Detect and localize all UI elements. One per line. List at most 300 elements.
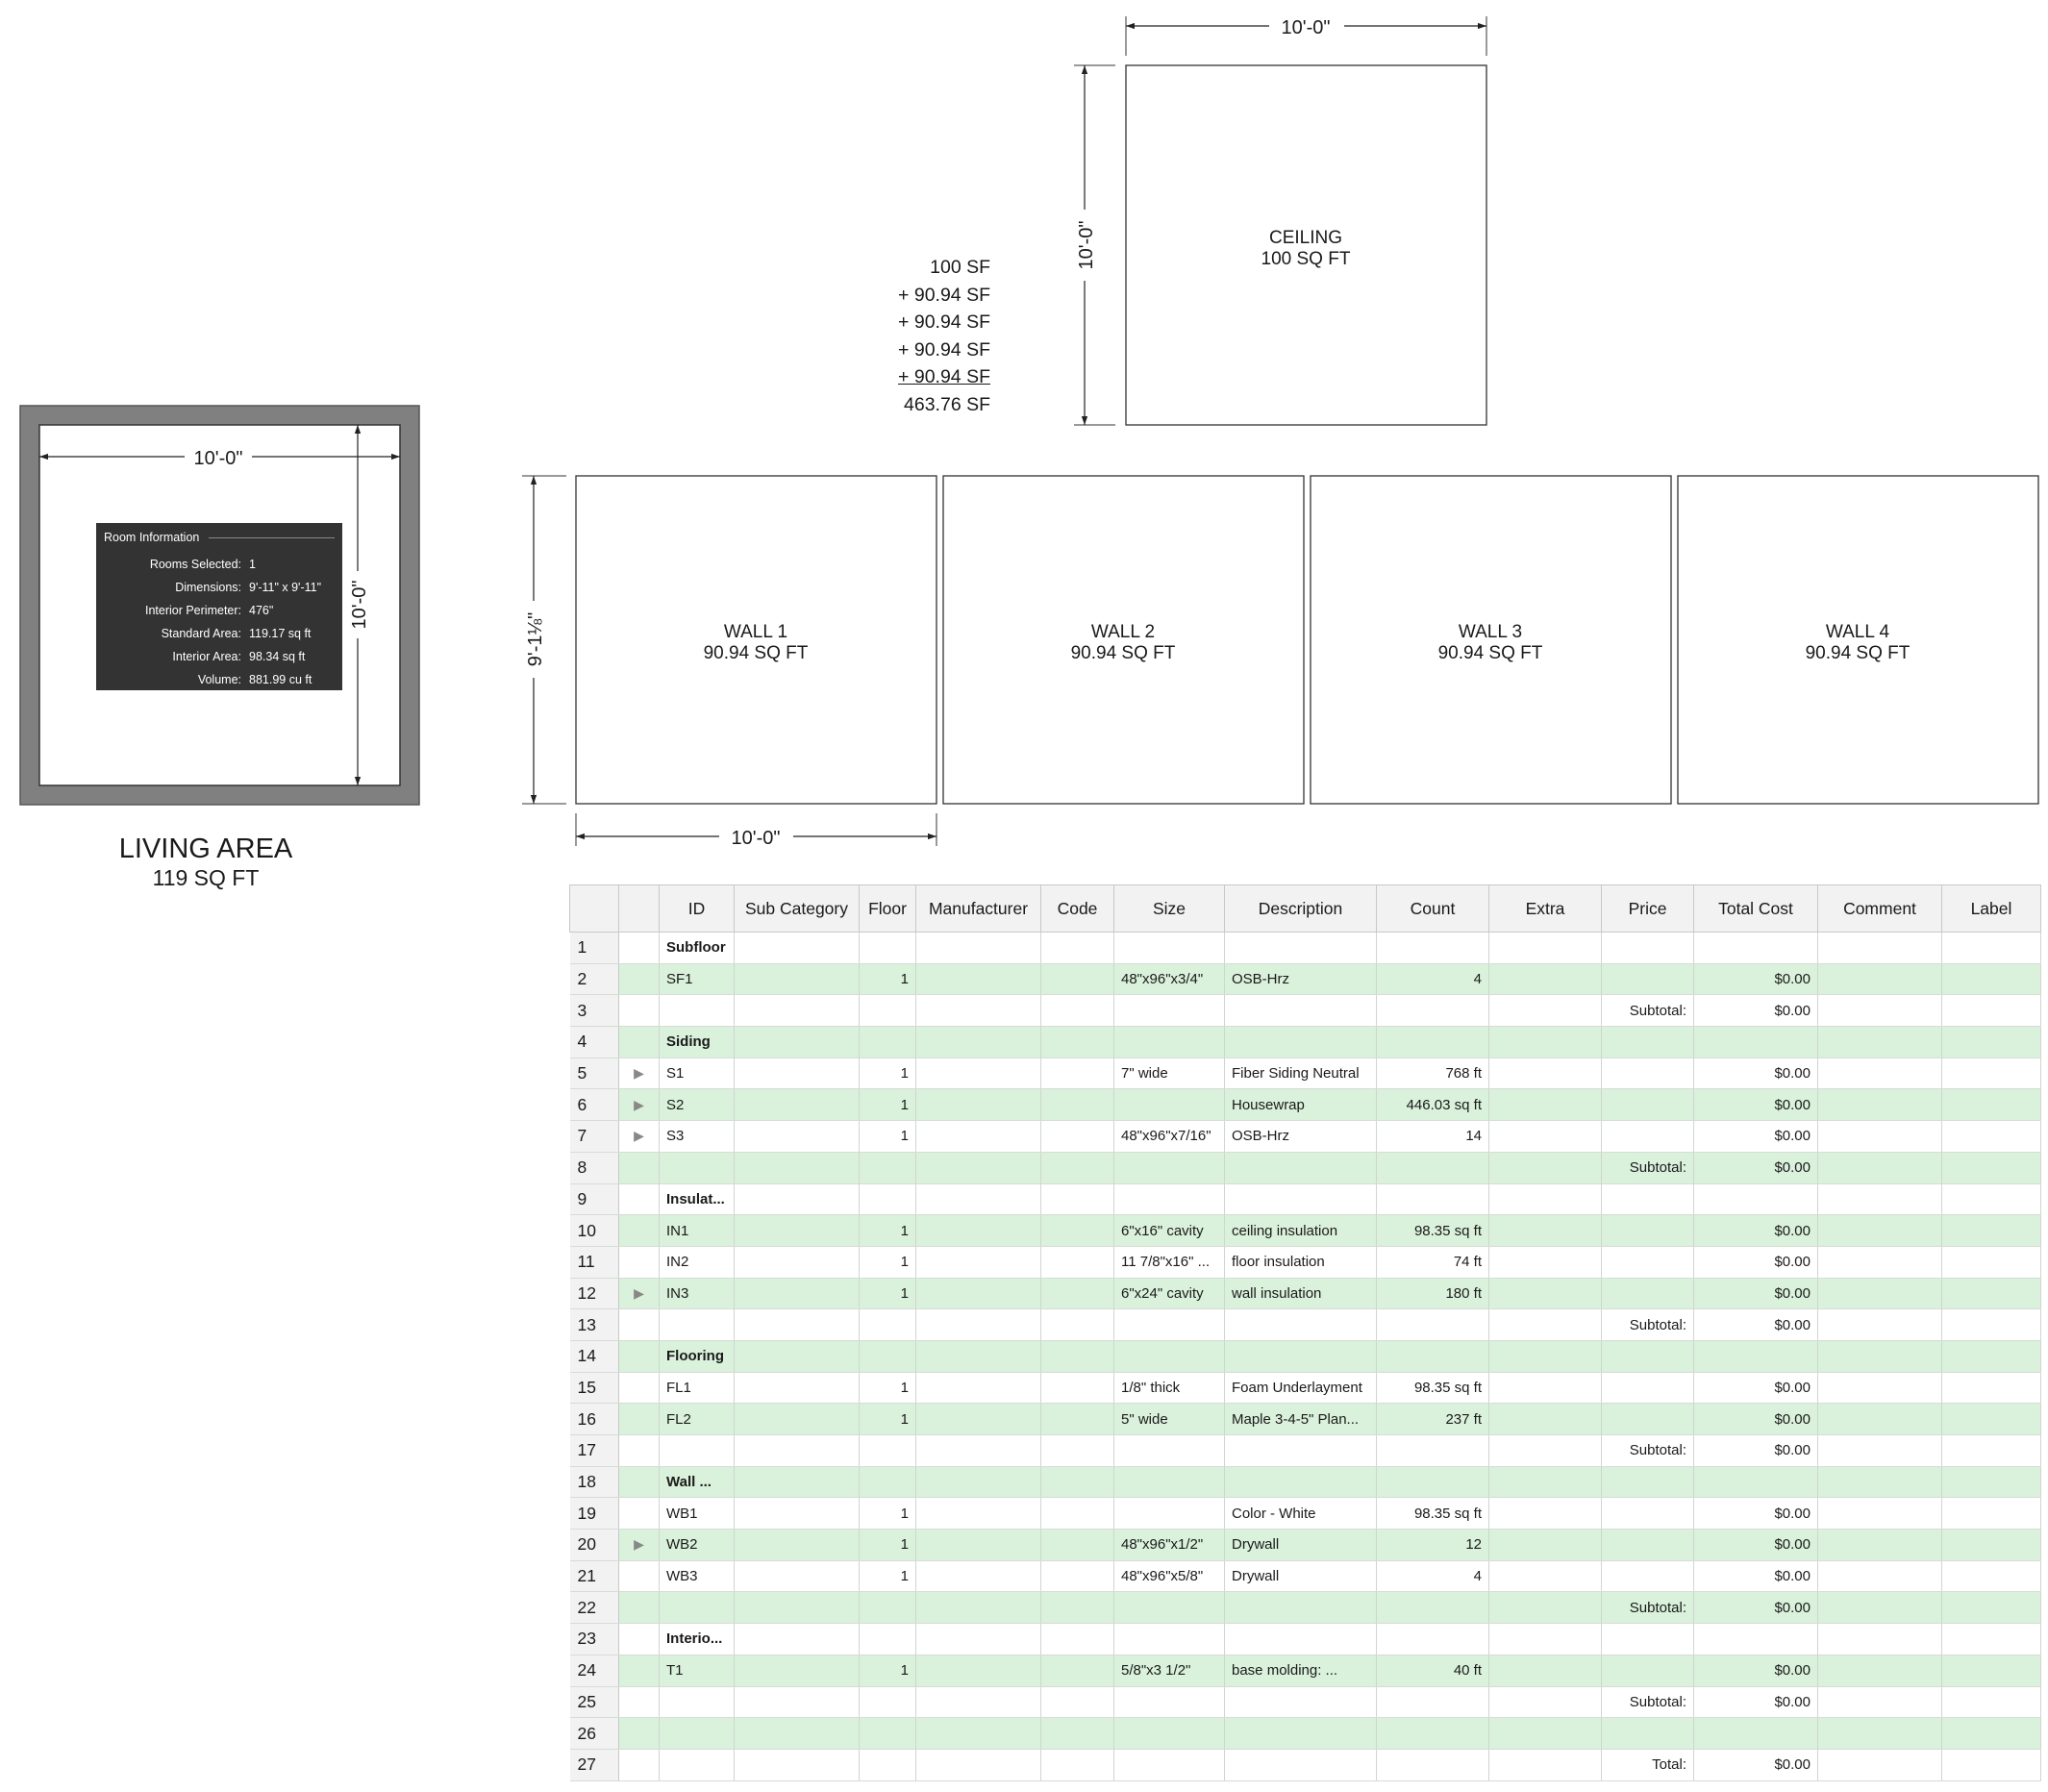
sub-category-cell[interactable] (735, 1592, 860, 1624)
table-row[interactable] (570, 1058, 2041, 1089)
size-cell[interactable]: 6"x16" cavity (1114, 1215, 1225, 1247)
table-row[interactable] (570, 1372, 2041, 1404)
size-cell[interactable] (1114, 1183, 1225, 1215)
comment-cell[interactable] (1818, 1686, 1942, 1718)
manufacturer-cell[interactable] (916, 1624, 1041, 1655)
total-cost-cell[interactable]: $0.00 (1694, 1089, 1818, 1121)
row-number[interactable]: 25 (570, 1686, 619, 1718)
label-cell[interactable] (1942, 995, 2041, 1027)
comment-cell[interactable] (1818, 1121, 1942, 1153)
price-cell[interactable] (1602, 1278, 1694, 1309)
count-cell[interactable] (1377, 1309, 1489, 1341)
table-row[interactable] (570, 1435, 2041, 1467)
size-cell[interactable] (1114, 1466, 1225, 1498)
table-row[interactable] (570, 1686, 2041, 1718)
expand-triangle-icon[interactable]: ▶ (619, 1278, 660, 1309)
count-cell[interactable]: 180 ft (1377, 1278, 1489, 1309)
table-row[interactable] (570, 1560, 2041, 1592)
manufacturer-cell[interactable] (916, 995, 1041, 1027)
comment-cell[interactable] (1818, 1560, 1942, 1592)
sub-category-cell[interactable] (735, 1309, 860, 1341)
sub-category-cell[interactable] (735, 1749, 860, 1780)
size-cell[interactable] (1114, 933, 1225, 964)
size-cell[interactable] (1114, 1089, 1225, 1121)
price-cell[interactable]: Total: (1602, 1749, 1694, 1780)
total-cost-cell[interactable]: $0.00 (1694, 1121, 1818, 1153)
label-cell[interactable] (1942, 933, 2041, 964)
count-cell[interactable] (1377, 1152, 1489, 1183)
row-number[interactable]: 27 (570, 1749, 619, 1780)
count-cell[interactable] (1377, 933, 1489, 964)
size-cell[interactable]: 48"x96"x5/8" (1114, 1560, 1225, 1592)
size-cell[interactable]: 1/8" thick (1114, 1372, 1225, 1404)
comment-cell[interactable] (1818, 1089, 1942, 1121)
sub-category-cell[interactable] (735, 1560, 860, 1592)
floor-cell[interactable]: 1 (860, 1530, 916, 1561)
table-row[interactable] (570, 1152, 2041, 1183)
price-cell[interactable]: Subtotal: (1602, 1435, 1694, 1467)
count-cell[interactable] (1377, 1686, 1489, 1718)
expand-triangle-icon[interactable]: ▶ (619, 1089, 660, 1121)
row-number[interactable]: 18 (570, 1466, 619, 1498)
total-cost-cell[interactable]: $0.00 (1694, 1058, 1818, 1089)
count-cell[interactable]: 98.35 sq ft (1377, 1372, 1489, 1404)
table-row[interactable] (570, 1718, 2041, 1750)
ceiling-panel[interactable] (1126, 65, 1486, 425)
total-cost-cell[interactable]: $0.00 (1694, 1686, 1818, 1718)
id-cell[interactable]: FL2 (660, 1404, 735, 1435)
code-cell[interactable] (1041, 1121, 1114, 1153)
price-cell[interactable] (1602, 1655, 1694, 1686)
price-cell[interactable]: Subtotal: (1602, 995, 1694, 1027)
column-header-count[interactable]: Count (1377, 885, 1489, 933)
label-cell[interactable] (1942, 1058, 2041, 1089)
description-cell[interactable] (1225, 933, 1377, 964)
count-cell[interactable]: 98.35 sq ft (1377, 1498, 1489, 1530)
count-cell[interactable]: 237 ft (1377, 1404, 1489, 1435)
extra-cell[interactable] (1489, 1686, 1602, 1718)
sub-category-cell[interactable] (735, 1530, 860, 1561)
price-cell[interactable]: Subtotal: (1602, 1309, 1694, 1341)
size-cell[interactable] (1114, 1309, 1225, 1341)
sub-category-cell[interactable] (735, 1215, 860, 1247)
extra-cell[interactable] (1489, 1278, 1602, 1309)
column-header-price[interactable]: Price (1602, 885, 1694, 933)
sub-category-cell[interactable] (735, 995, 860, 1027)
column-header-total-cost[interactable]: Total Cost (1694, 885, 1818, 933)
table-row[interactable] (570, 933, 2041, 964)
total-cost-cell[interactable]: $0.00 (1694, 1372, 1818, 1404)
floor-cell[interactable]: 1 (860, 1215, 916, 1247)
description-cell[interactable] (1225, 1624, 1377, 1655)
wall-4-panel[interactable] (1678, 476, 2038, 804)
description-cell[interactable] (1225, 995, 1377, 1027)
code-cell[interactable] (1041, 1246, 1114, 1278)
code-cell[interactable] (1041, 1686, 1114, 1718)
total-cost-cell[interactable]: $0.00 (1694, 1592, 1818, 1624)
id-cell[interactable]: IN2 (660, 1246, 735, 1278)
label-cell[interactable] (1942, 1530, 2041, 1561)
floor-cell[interactable]: 1 (860, 1121, 916, 1153)
id-cell[interactable] (660, 1592, 735, 1624)
comment-cell[interactable] (1818, 1718, 1942, 1750)
description-cell[interactable]: OSB-Hrz (1225, 963, 1377, 995)
label-cell[interactable] (1942, 1152, 2041, 1183)
price-cell[interactable]: Subtotal: (1602, 1592, 1694, 1624)
extra-cell[interactable] (1489, 1309, 1602, 1341)
description-cell[interactable] (1225, 1466, 1377, 1498)
manufacturer-cell[interactable] (916, 1309, 1041, 1341)
floor-cell[interactable]: 1 (860, 1498, 916, 1530)
code-cell[interactable] (1041, 963, 1114, 995)
code-cell[interactable] (1041, 1027, 1114, 1058)
count-cell[interactable] (1377, 1718, 1489, 1750)
total-cost-cell[interactable]: $0.00 (1694, 1404, 1818, 1435)
count-cell[interactable] (1377, 1435, 1489, 1467)
description-cell[interactable] (1225, 1435, 1377, 1467)
extra-cell[interactable] (1489, 1498, 1602, 1530)
manufacturer-cell[interactable] (916, 1718, 1041, 1750)
price-cell[interactable] (1602, 1340, 1694, 1372)
count-cell[interactable] (1377, 1592, 1489, 1624)
price-cell[interactable] (1602, 1624, 1694, 1655)
wall-1-panel[interactable] (576, 476, 937, 804)
label-cell[interactable] (1942, 1309, 2041, 1341)
sub-category-cell[interactable] (735, 1404, 860, 1435)
id-cell[interactable] (660, 995, 735, 1027)
comment-cell[interactable] (1818, 1246, 1942, 1278)
size-cell[interactable]: 48"x96"x1/2" (1114, 1530, 1225, 1561)
comment-cell[interactable] (1818, 963, 1942, 995)
total-cost-cell[interactable] (1694, 1183, 1818, 1215)
description-cell[interactable]: Maple 3-4-5" Plan... (1225, 1404, 1377, 1435)
extra-cell[interactable] (1489, 1058, 1602, 1089)
size-cell[interactable]: 5" wide (1114, 1404, 1225, 1435)
floor-cell[interactable] (860, 1749, 916, 1780)
row-number[interactable]: 9 (570, 1183, 619, 1215)
comment-cell[interactable] (1818, 1498, 1942, 1530)
column-header-id[interactable]: ID (660, 885, 735, 933)
manufacturer-cell[interactable] (916, 1278, 1041, 1309)
row-number[interactable]: 22 (570, 1592, 619, 1624)
id-cell[interactable]: Wall ... (660, 1466, 735, 1498)
comment-cell[interactable] (1818, 1309, 1942, 1341)
code-cell[interactable] (1041, 1309, 1114, 1341)
comment-cell[interactable] (1818, 1215, 1942, 1247)
wall-2-panel[interactable] (943, 476, 1304, 804)
extra-cell[interactable] (1489, 1215, 1602, 1247)
row-number[interactable]: 13 (570, 1309, 619, 1341)
code-cell[interactable] (1041, 933, 1114, 964)
label-cell[interactable] (1942, 1466, 2041, 1498)
count-cell[interactable] (1377, 1027, 1489, 1058)
count-cell[interactable]: 768 ft (1377, 1058, 1489, 1089)
manufacturer-cell[interactable] (916, 1530, 1041, 1561)
id-cell[interactable]: FL1 (660, 1372, 735, 1404)
column-header-description[interactable]: Description (1225, 885, 1377, 933)
description-cell[interactable]: Drywall (1225, 1560, 1377, 1592)
manufacturer-cell[interactable] (916, 1340, 1041, 1372)
price-cell[interactable] (1602, 1246, 1694, 1278)
floor-cell[interactable]: 1 (860, 1560, 916, 1592)
materials-table[interactable] (569, 884, 2041, 1781)
manufacturer-cell[interactable] (916, 1152, 1041, 1183)
extra-cell[interactable] (1489, 1372, 1602, 1404)
row-number[interactable]: 1 (570, 933, 619, 964)
total-cost-cell[interactable]: $0.00 (1694, 1435, 1818, 1467)
id-cell[interactable]: S3 (660, 1121, 735, 1153)
code-cell[interactable] (1041, 1466, 1114, 1498)
label-cell[interactable] (1942, 1183, 2041, 1215)
comment-cell[interactable] (1818, 1152, 1942, 1183)
sub-category-cell[interactable] (735, 1121, 860, 1153)
row-number[interactable]: 5 (570, 1058, 619, 1089)
column-header-comment[interactable]: Comment (1818, 885, 1942, 933)
floor-cell[interactable] (860, 1686, 916, 1718)
code-cell[interactable] (1041, 1624, 1114, 1655)
table-row[interactable] (570, 1246, 2041, 1278)
manufacturer-cell[interactable] (916, 1121, 1041, 1153)
comment-cell[interactable] (1818, 933, 1942, 964)
table-row[interactable] (570, 1749, 2041, 1780)
row-number[interactable]: 26 (570, 1718, 619, 1750)
table-row[interactable] (570, 963, 2041, 995)
size-cell[interactable] (1114, 1498, 1225, 1530)
extra-cell[interactable] (1489, 1560, 1602, 1592)
comment-cell[interactable] (1818, 1655, 1942, 1686)
sub-category-cell[interactable] (735, 1498, 860, 1530)
code-cell[interactable] (1041, 1278, 1114, 1309)
label-cell[interactable] (1942, 1246, 2041, 1278)
manufacturer-cell[interactable] (916, 1560, 1041, 1592)
code-cell[interactable] (1041, 1435, 1114, 1467)
label-cell[interactable] (1942, 1278, 2041, 1309)
floor-cell[interactable] (860, 1309, 916, 1341)
manufacturer-cell[interactable] (916, 1749, 1041, 1780)
id-cell[interactable]: WB1 (660, 1498, 735, 1530)
total-cost-cell[interactable]: $0.00 (1694, 995, 1818, 1027)
count-cell[interactable]: 74 ft (1377, 1246, 1489, 1278)
size-cell[interactable] (1114, 1435, 1225, 1467)
size-cell[interactable] (1114, 995, 1225, 1027)
wall-3-panel[interactable] (1311, 476, 1671, 804)
code-cell[interactable] (1041, 1089, 1114, 1121)
column-header-label[interactable]: Label (1942, 885, 2041, 933)
price-cell[interactable] (1602, 1560, 1694, 1592)
row-number[interactable]: 7 (570, 1121, 619, 1153)
price-cell[interactable] (1602, 1215, 1694, 1247)
row-number[interactable]: 3 (570, 995, 619, 1027)
id-cell[interactable]: Interio... (660, 1624, 735, 1655)
price-cell[interactable]: Subtotal: (1602, 1152, 1694, 1183)
id-cell[interactable]: WB2 (660, 1530, 735, 1561)
sub-category-cell[interactable] (735, 1058, 860, 1089)
code-cell[interactable] (1041, 1152, 1114, 1183)
description-cell[interactable] (1225, 1340, 1377, 1372)
code-cell[interactable] (1041, 1592, 1114, 1624)
comment-cell[interactable] (1818, 995, 1942, 1027)
code-cell[interactable] (1041, 1749, 1114, 1780)
row-number[interactable]: 2 (570, 963, 619, 995)
id-cell[interactable]: SF1 (660, 963, 735, 995)
sub-category-cell[interactable] (735, 1340, 860, 1372)
extra-cell[interactable] (1489, 1466, 1602, 1498)
size-cell[interactable] (1114, 1027, 1225, 1058)
label-cell[interactable] (1942, 1560, 2041, 1592)
floor-cell[interactable]: 1 (860, 1372, 916, 1404)
label-cell[interactable] (1942, 1340, 2041, 1372)
total-cost-cell[interactable]: $0.00 (1694, 1246, 1818, 1278)
floor-cell[interactable] (860, 1466, 916, 1498)
total-cost-cell[interactable]: $0.00 (1694, 1749, 1818, 1780)
manufacturer-cell[interactable] (916, 1372, 1041, 1404)
id-cell[interactable] (660, 1749, 735, 1780)
manufacturer-cell[interactable] (916, 1089, 1041, 1121)
row-number[interactable]: 24 (570, 1655, 619, 1686)
id-cell[interactable]: S1 (660, 1058, 735, 1089)
code-cell[interactable] (1041, 1058, 1114, 1089)
comment-cell[interactable] (1818, 1404, 1942, 1435)
description-cell[interactable]: Drywall (1225, 1530, 1377, 1561)
code-cell[interactable] (1041, 995, 1114, 1027)
table-row[interactable] (570, 1624, 2041, 1655)
extra-cell[interactable] (1489, 1655, 1602, 1686)
comment-cell[interactable] (1818, 1027, 1942, 1058)
expand-triangle-icon[interactable]: ▶ (619, 1530, 660, 1561)
label-cell[interactable] (1942, 1624, 2041, 1655)
count-cell[interactable] (1377, 1183, 1489, 1215)
table-row[interactable] (570, 1089, 2041, 1121)
table-row[interactable] (570, 1466, 2041, 1498)
code-cell[interactable] (1041, 1215, 1114, 1247)
floor-cell[interactable]: 1 (860, 1655, 916, 1686)
floor-cell[interactable] (860, 1624, 916, 1655)
size-cell[interactable]: 48"x96"x7/16" (1114, 1121, 1225, 1153)
label-cell[interactable] (1942, 1435, 2041, 1467)
total-cost-cell[interactable]: $0.00 (1694, 1152, 1818, 1183)
extra-cell[interactable] (1489, 1152, 1602, 1183)
label-cell[interactable] (1942, 1372, 2041, 1404)
sub-category-cell[interactable] (735, 1686, 860, 1718)
column-header-extra[interactable]: Extra (1489, 885, 1602, 933)
extra-cell[interactable] (1489, 963, 1602, 995)
table-row[interactable] (570, 995, 2041, 1027)
description-cell[interactable]: ceiling insulation (1225, 1215, 1377, 1247)
extra-cell[interactable] (1489, 1340, 1602, 1372)
price-cell[interactable] (1602, 1089, 1694, 1121)
total-cost-cell[interactable] (1694, 1718, 1818, 1750)
description-cell[interactable] (1225, 1749, 1377, 1780)
id-cell[interactable] (660, 1152, 735, 1183)
count-cell[interactable] (1377, 1749, 1489, 1780)
total-cost-cell[interactable] (1694, 1466, 1818, 1498)
row-number[interactable]: 16 (570, 1404, 619, 1435)
id-cell[interactable]: T1 (660, 1655, 735, 1686)
floor-cell[interactable] (860, 1340, 916, 1372)
description-cell[interactable] (1225, 1183, 1377, 1215)
description-cell[interactable] (1225, 1718, 1377, 1750)
size-cell[interactable] (1114, 1340, 1225, 1372)
sub-category-cell[interactable] (735, 1089, 860, 1121)
manufacturer-cell[interactable] (916, 1498, 1041, 1530)
column-header-code[interactable]: Code (1041, 885, 1114, 933)
description-cell[interactable] (1225, 1309, 1377, 1341)
total-cost-cell[interactable] (1694, 933, 1818, 964)
sub-category-cell[interactable] (735, 1027, 860, 1058)
sub-category-cell[interactable] (735, 1435, 860, 1467)
expand-triangle-icon[interactable]: ▶ (619, 1058, 660, 1089)
column-header-floor[interactable]: Floor (860, 885, 916, 933)
total-cost-cell[interactable]: $0.00 (1694, 1309, 1818, 1341)
id-cell[interactable] (660, 1686, 735, 1718)
code-cell[interactable] (1041, 1404, 1114, 1435)
sub-category-cell[interactable] (735, 1624, 860, 1655)
count-cell[interactable]: 4 (1377, 1560, 1489, 1592)
floor-cell[interactable] (860, 1183, 916, 1215)
comment-cell[interactable] (1818, 1435, 1942, 1467)
price-cell[interactable] (1602, 963, 1694, 995)
code-cell[interactable] (1041, 1718, 1114, 1750)
comment-cell[interactable] (1818, 1624, 1942, 1655)
total-cost-cell[interactable]: $0.00 (1694, 1215, 1818, 1247)
floor-cell[interactable] (860, 1592, 916, 1624)
id-cell[interactable]: Siding (660, 1027, 735, 1058)
count-cell[interactable] (1377, 995, 1489, 1027)
table-row[interactable] (570, 1404, 2041, 1435)
description-cell[interactable]: Fiber Siding Neutral (1225, 1058, 1377, 1089)
price-cell[interactable] (1602, 1718, 1694, 1750)
row-number[interactable]: 4 (570, 1027, 619, 1058)
table-row[interactable] (570, 1121, 2041, 1153)
label-cell[interactable] (1942, 1592, 2041, 1624)
row-number[interactable]: 14 (570, 1340, 619, 1372)
comment-cell[interactable] (1818, 1530, 1942, 1561)
code-cell[interactable] (1041, 1183, 1114, 1215)
size-cell[interactable] (1114, 1686, 1225, 1718)
extra-cell[interactable] (1489, 1530, 1602, 1561)
count-cell[interactable]: 40 ft (1377, 1655, 1489, 1686)
size-cell[interactable]: 7" wide (1114, 1058, 1225, 1089)
row-number[interactable]: 23 (570, 1624, 619, 1655)
table-row[interactable] (570, 1530, 2041, 1561)
price-cell[interactable] (1602, 1183, 1694, 1215)
column-header-sub-category[interactable]: Sub Category (735, 885, 860, 933)
manufacturer-cell[interactable] (916, 1404, 1041, 1435)
price-cell[interactable] (1602, 1372, 1694, 1404)
code-cell[interactable] (1041, 1530, 1114, 1561)
price-cell[interactable] (1602, 933, 1694, 964)
total-cost-cell[interactable] (1694, 1624, 1818, 1655)
floor-cell[interactable] (860, 1027, 916, 1058)
description-cell[interactable]: Foam Underlayment (1225, 1372, 1377, 1404)
extra-cell[interactable] (1489, 1718, 1602, 1750)
extra-cell[interactable] (1489, 1246, 1602, 1278)
floor-cell[interactable]: 1 (860, 1278, 916, 1309)
manufacturer-cell[interactable] (916, 933, 1041, 964)
label-cell[interactable] (1942, 1121, 2041, 1153)
price-cell[interactable]: Subtotal: (1602, 1686, 1694, 1718)
description-cell[interactable]: wall insulation (1225, 1278, 1377, 1309)
sub-category-cell[interactable] (735, 1183, 860, 1215)
manufacturer-cell[interactable] (916, 1686, 1041, 1718)
column-header-size[interactable]: Size (1114, 885, 1225, 933)
row-number[interactable]: 8 (570, 1152, 619, 1183)
id-cell[interactable] (660, 1718, 735, 1750)
sub-category-cell[interactable] (735, 1246, 860, 1278)
materials-list[interactable] (569, 884, 2040, 1781)
total-cost-cell[interactable]: $0.00 (1694, 963, 1818, 995)
description-cell[interactable] (1225, 1027, 1377, 1058)
